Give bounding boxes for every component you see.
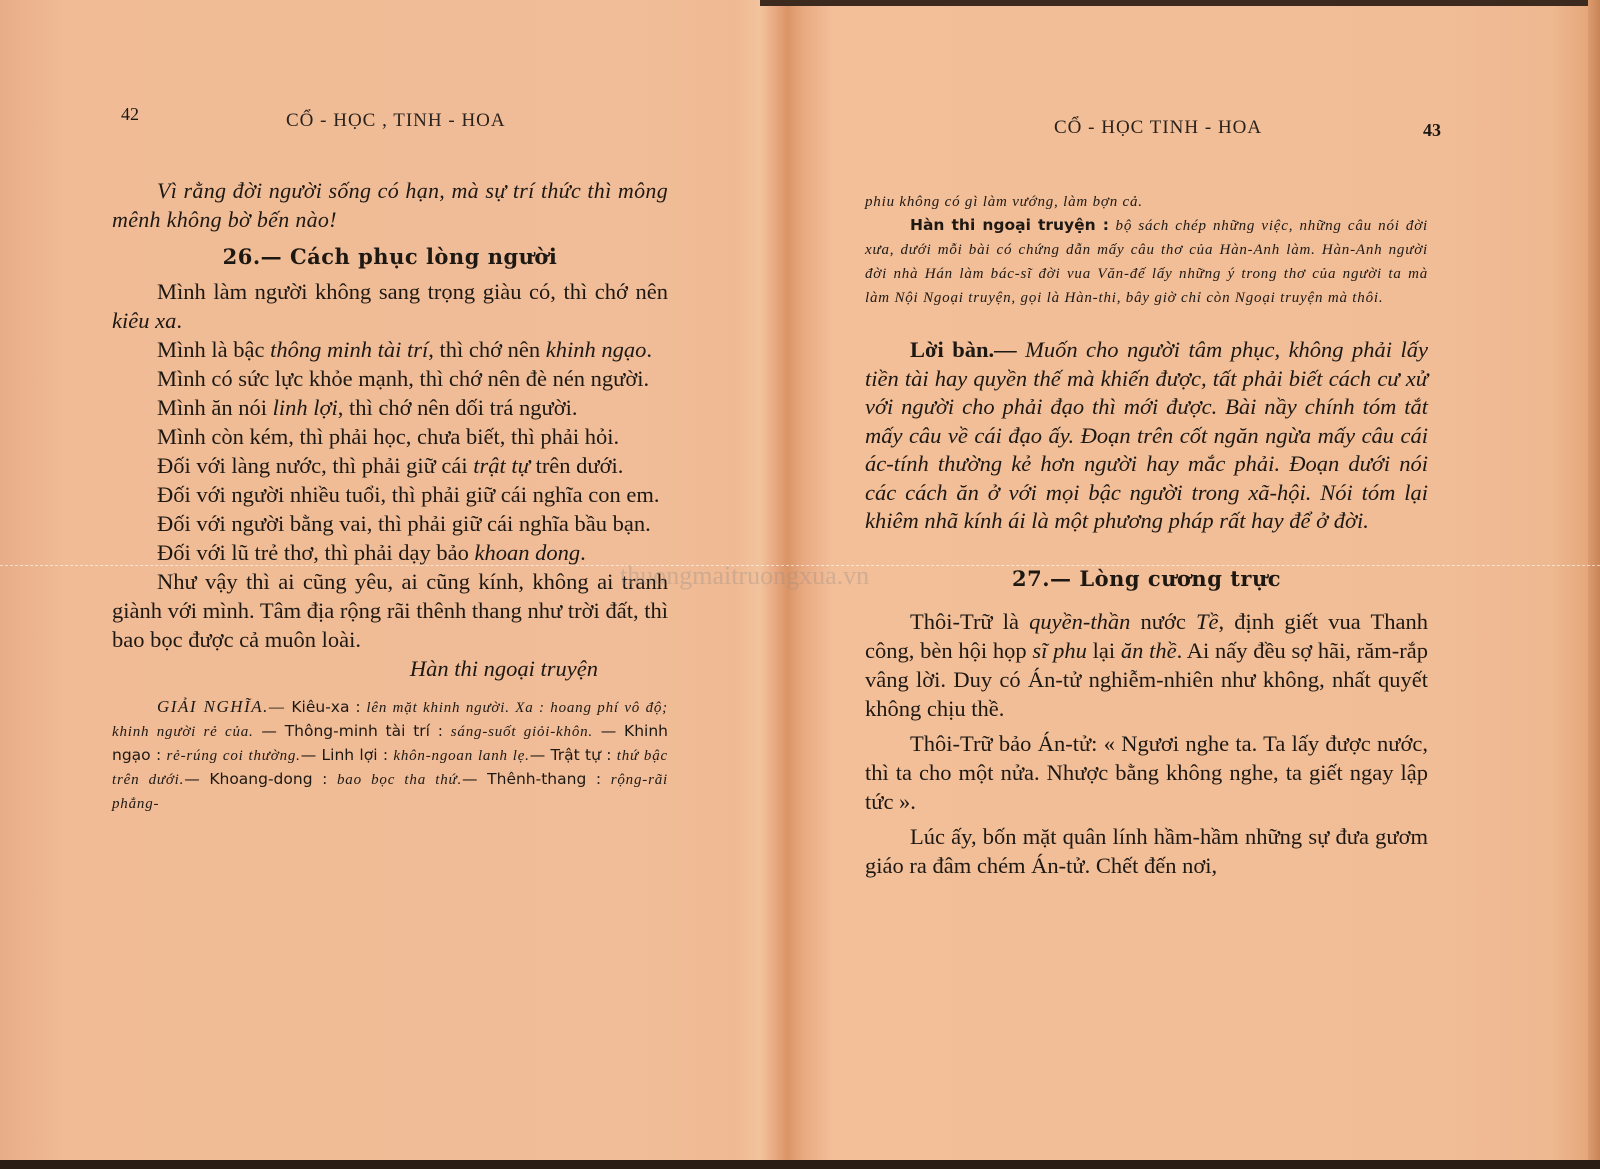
paragraph: Đối với người nhiều tuổi, thì phải giữ cái nghĩa con em. (157, 482, 660, 507)
paragraph: Mình ăn nói linh lợi, thì chớ nên dối trá người. (157, 395, 578, 420)
bottom-edge (0, 1160, 1600, 1169)
section-title-26: 26.— Cách phục lòng người (222, 244, 558, 269)
paragraph: Đối với người bằng vai, thì phải giữ cái nghĩa bầu bạn. (157, 511, 651, 536)
paragraph: Mình là bậc thông minh tài trí, thì chớ nên khinh ngạo. (157, 337, 652, 362)
watermark: thuongmaitruongxua.vn (0, 565, 1600, 590)
gloss-continued: phiu không có gì làm vướng, làm bợn cả. (865, 194, 1143, 210)
paragraph: Đối với lũ trẻ thơ, thì phải dạy bảo khoan dong. (157, 540, 586, 565)
paragraph: Mình có sức lực khỏe mạnh, thì chớ nên đè nén người. (157, 366, 650, 391)
attribution: Hàn thi ngoại truyện (409, 656, 598, 681)
commentary: Lời bàn.— Muốn cho người tâm phục, không phải lấy tiền tài hay quyền thế mà khiến được, tất phải biết cách cư xử với người cho phải đạo thì mới được. Bài nầy chính tóm tắt mấy câu về cái đạo ấy. Đoạn trên cốt ngăn ngừa mấy câu cái ác-tính thường kẻ hơn người hay mắc phải. Đoạn dưới nói các cách ăn ở với mọi bậc người trong xã-hội. Nói tóm lại khiêm nhã kính ái là một phương pháp rất hay để ở đời. (865, 337, 1428, 533)
page-number-left: 42 (121, 104, 139, 124)
paragraph: Lúc ấy, bốn mặt quân lính hầm-hầm những sự đưa gươm giáo ra đâm chém Án-tử. Chết đến nơi, (865, 823, 1428, 878)
gloss-source: Hàn thi ngoại truyện : bộ sách chép những việc, những câu nói đời xưa, dưới mỗi bài có chứng dẫn mấy câu thơ của Hàn-Anh làm. Hàn-Anh người đời nhà Hán làm bác-sĩ đời vua Văn-đế lấy những ý trong thơ của người ta mà làm Nội Ngoại truyện, gọi là Hàn-thi, bây giờ chỉ còn Ngoại truyện mà thôi. (865, 216, 1428, 306)
left-body (112, 176, 668, 816)
paragraph: Mình làm người không sang trọng giàu có, thì chớ nên kiêu xa. (112, 279, 668, 333)
paragraph: Như vậy thì ai cũng yêu, ai cũng kính, không ai tranh giành với mình. Tâm địa rộng rãi thênh thang như trời đất, thì bao bọc được cả muôn loài. (112, 569, 668, 652)
section-title-27: 27.— Lòng cương trực (1011, 565, 1282, 591)
running-head-right: CỔ - HỌC TINH - HOA (1054, 117, 1263, 138)
paragraph: Đối với làng nước, thì phải giữ cái trật tự trên dưới. (157, 453, 624, 478)
gloss: GIẢI NGHĨA.— Kiêu-xa : lên mặt khinh người. Xa : hoang phí vô độ; khinh người rẻ của. — Thông-minh tài trí : sáng-suốt giỏi-khôn. — Khinh ngạo : rẻ-rúng coi thường.— Linh lợi : khôn-ngoan lanh lẹ.— Trật tự : thứ bậc trên dưới.— Khoang-dong : bao bọc tha thứ.— Thênh-thang : rộng-rãi phẳng- (112, 697, 668, 812)
paragraph: Thôi-Trữ bảo Án-tử: « Ngươi nghe ta. Ta lấy được nước, thì ta cho một nửa. Nhược bằng không nghe, ta giết ngay lập tức ». (865, 730, 1428, 814)
intro-quote: Vì rằng đời người sống có hạn, mà sự trí thức thì mông mênh không bờ bến nào! (112, 178, 668, 232)
page-number-right: 43 (1423, 120, 1441, 140)
paragraph: Mình còn kém, thì phải học, chưa biết, thì phải hỏi. (157, 424, 620, 449)
paragraph: Thôi-Trữ là quyền-thần nước Tề, định giết vua Thanh công, bèn hội họp sĩ phu lại ăn thề. Ai nấy đều sợ hãi, răm-rắp vâng lời. Duy có Án-tử nghiễm-nhiên như không, nhất quyết không chịu thề. (865, 608, 1428, 721)
right-body (865, 190, 1428, 880)
running-head-left: CỔ - HỌC , TINH - HOA (286, 110, 506, 131)
